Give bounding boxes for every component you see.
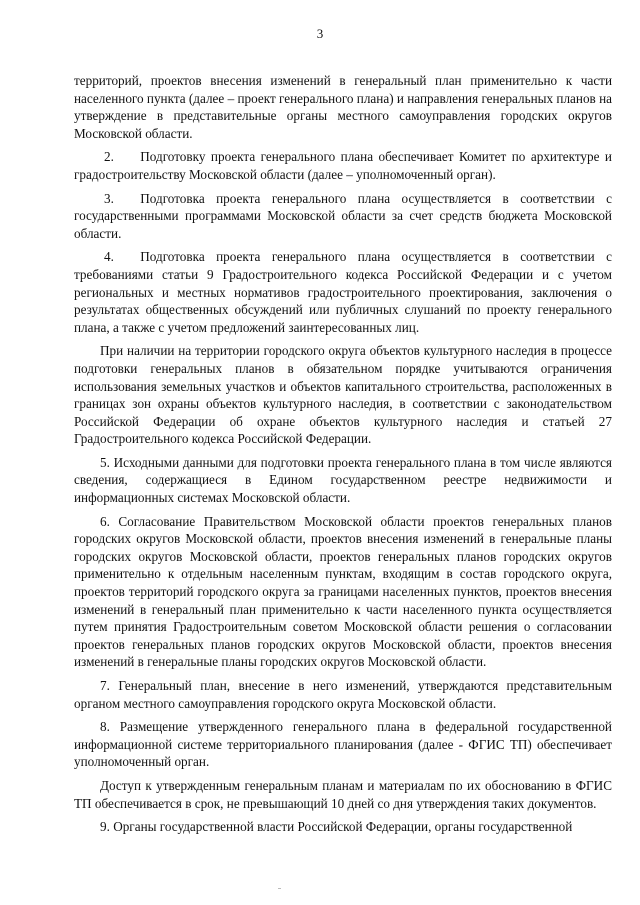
scan-speck [278, 888, 281, 889]
paragraph-item-3: 3. Подготовка проекта генерального плана осуществляется в соответствии с государственными программами Московской области за счет средств бюджета Московской области. [74, 190, 612, 241]
paragraph-continuation: территорий, проектов внесения изменений в генеральный план применительно к части населенного пункта (далее – проект генерального плана) и направления генеральных планов на утверждение в представительные органы местного самоуправления городских округов Московской области. [74, 73, 612, 141]
paragraph-item-2: 2. Подготовку проекта генерального плана обеспечивает Комитет по архитектуре и градостроительству Московской области (далее – уполномоченный орган). [74, 149, 612, 182]
paragraph-item-4: 4. Подготовка проекта генерального плана осуществляется в соответствии с требованиями статьи 9 Градостроительного кодекса Российской Федерации и с учетом региональных и местных нормативов градостроительного проектирования, заключения о результатах общественных обсуждений или публичных слушаний по проекту генерального плана, а также с учетом предложений заинтересованных лиц. [74, 249, 612, 335]
paragraph-item-6: 6. Согласование Правительством Московской области проектов генеральных планов городских округов Московской области, проектов внесения изменений в генеральные планы городских округов Московской области, проектов генеральных планов городских округов применительно к отдельным населенным пунктам, входящим в состав городского округа, проектов территорий городского округа за границами населенных пунктов, проектов внесения изменений в генеральный план применительно к части населенного пункта осуществляется путем принятия Градостроительным советом Московской области решения о согласовании проектов генеральных планов городских округов Московской области, проектов внесения изменений в генеральные планы городских округов Московской области. [74, 513, 612, 670]
paragraph-item-7: 7. Генеральный план, внесение в него изменений, утверждаются представительным органом местного самоуправления городского округа Московской области. [74, 678, 612, 711]
paragraph-cultural-heritage: При наличии на территории городского округа объектов культурного наследия в процессе подготовки генеральных планов в обязательном порядке учитываются ограничения использования земельных участков и объектов капитального строительства, расположенных в границах зон охраны объектов культурного наследия, в соответствии с законодательством Российской Федерации об охране объектов культурного наследия и статьей 27 Градостроительного кодекса Российской Федерации. [74, 343, 612, 447]
page-number: 3 [316, 26, 324, 41]
paragraph-access: Доступ к утвержденным генеральным планам и материалам по их обоснованию в ФГИС ТП обеспечивается в срок, не превышающий 10 дней со дня утверждения таких документов. [74, 777, 612, 811]
paragraph-item-5: 5. Исходными данными для подготовки проекта генерального плана в том числе являются сведения, содержащиеся в Едином государственном реестре недвижимости и информационных системах Московской области. [74, 454, 612, 506]
paragraph-item-8: 8. Размещение утвержденного генерального плана в федеральной государственной информационной системе территориального планирования (далее - ФГИС ТП) обеспечивает уполномоченный орган. [74, 719, 612, 770]
document-body [74, 72, 612, 842]
paragraph-item-9: 9. Органы государственной власти Российской Федерации, органы государственной [100, 819, 573, 835]
